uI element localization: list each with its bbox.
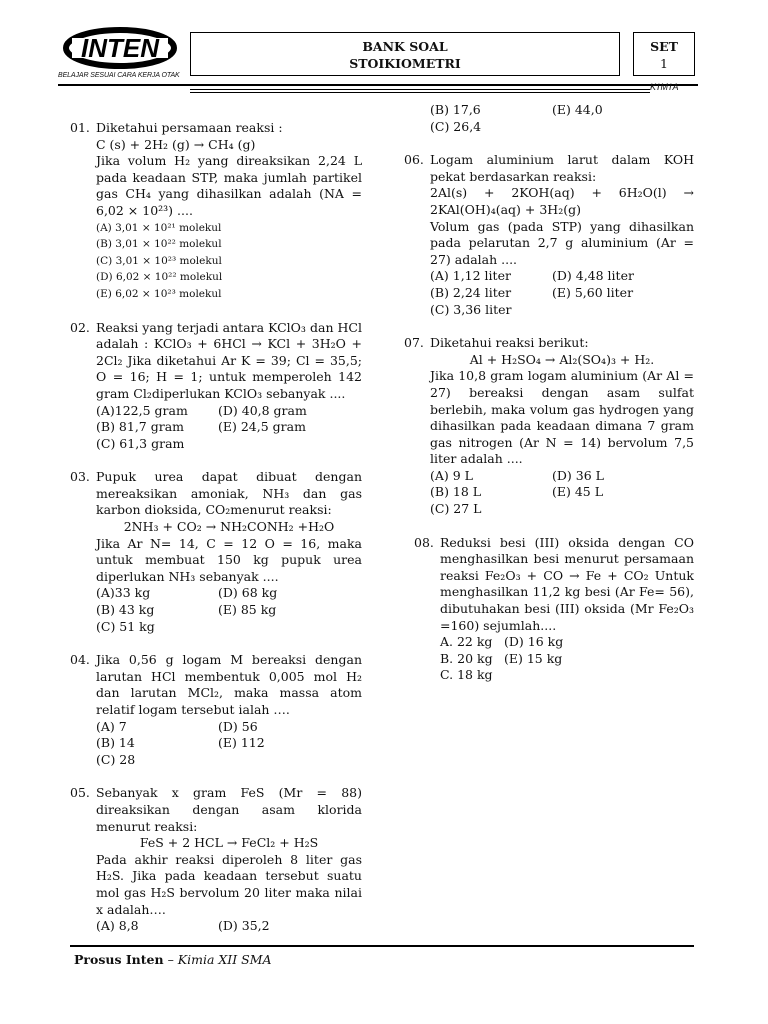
option-b[interactable]: B. 20 kg <box>440 650 493 666</box>
question-text: Reaksi yang terjadi antara KClO₃ dan HCl adalah : KClO₃ + 6HCl → KCl + 3H₂O + 2Cl₂ Jika diketahui Ar K = 39; Cl = 35,5; O = 16; H = 1; untuk memperoleh 142 gram Cl₂diperlukan KClO₃ sebanyak .... <box>96 319 362 401</box>
question-text: Jika 0,56 g logam M bereaksi dengan larutan HCl membentuk 0,005 mol H₂ dan larutan MCl₂, maka massa atom relatif logam tersebut ialah …. <box>96 652 362 717</box>
page-footer <box>74 952 272 967</box>
option-b[interactable]: (B) 17,6 <box>430 102 481 117</box>
option-a[interactable]: (A)33 kg <box>96 585 151 601</box>
header-rule <box>58 84 698 86</box>
question-number: 06. <box>404 152 424 168</box>
title-line-1: BANK SOAL <box>362 39 448 54</box>
question-text: Logam aluminium larut dalam KOH pekat berdasarkan reaksi: <box>430 152 694 184</box>
question-equation: FeS + 2 HCL → FeCl₂ + H₂S <box>139 835 319 851</box>
question-03 <box>70 469 362 635</box>
option-d[interactable]: (D) 4,48 liter <box>552 268 634 284</box>
question-06 <box>404 152 694 318</box>
question-text: Sebanyak x gram FeS (Mr = 88) direaksikan dengan asam klorida menurut reaksi: <box>96 785 362 834</box>
option-a[interactable]: (A) 8,8 <box>96 918 139 934</box>
option-e[interactable]: (E) 24,5 gram <box>218 419 306 435</box>
option-d[interactable]: (D) 6,02 × 10²² molekul <box>96 271 223 284</box>
question-number: 02. <box>70 319 90 335</box>
question-equation: 2NH₃ + CO₂ → NH₂CONH₂ +H₂O <box>123 519 335 535</box>
question-text-2: Pada akhir reaksi diperoleh 8 liter gas H₂S. Jika pada keadaan tersebut suatu mol gas H₂S bervolum 20 liter maka nilai x adalah…. <box>96 851 362 917</box>
question-text: Reduksi besi (III) oksida dengan CO menghasilkan besi menurut persamaan reaksi Fe₂O₃ + CO → Fe + CO₂ Untuk menghasilkan 11,2 kg besi (Ar Fe= 56), dibutuhakan besi (III) oksida (Mr Fe₂O₃ =160) sejumlah.... <box>440 534 694 633</box>
option-a[interactable]: (A) 7 <box>96 718 127 734</box>
question-number: 08. <box>414 534 434 550</box>
option-d[interactable]: (D) 35,2 <box>218 918 270 934</box>
option-c[interactable]: (C) 61,3 gram <box>96 435 185 451</box>
set-number: 1 <box>660 56 668 71</box>
option-e[interactable]: (E) 6,02 × 10²³ molekul <box>96 287 222 300</box>
set-label: SET <box>650 39 678 54</box>
question-text-2: Jika Ar N= 14, C = 12 O = 16, maka untuk membuat 150 kg pupuk urea diperlukan NH₃ sebanyak .... <box>96 535 362 584</box>
logo-tagline: BELAJAR SESUAI CARA KERJA OTAK <box>58 72 180 79</box>
option-d[interactable]: (D) 16 kg <box>504 634 564 650</box>
option-b[interactable]: (B) 14 <box>96 735 135 751</box>
option-b[interactable]: (B) 18 L <box>430 484 482 500</box>
footer-publisher: Prosus Inten <box>74 952 164 967</box>
option-a[interactable]: (A) 1,12 liter <box>430 268 511 284</box>
question-04 <box>70 652 362 768</box>
header-rule-thin <box>190 89 650 90</box>
question-number: 05. <box>70 785 90 801</box>
option-e[interactable]: (E) 45 L <box>552 484 604 500</box>
question-05 <box>70 785 362 934</box>
right-column <box>404 102 694 701</box>
option-c[interactable]: (C) 51 kg <box>96 618 155 634</box>
footer-rule <box>70 945 694 947</box>
option-a[interactable]: (A)122,5 gram <box>96 402 188 418</box>
set-box <box>633 32 695 76</box>
option-c[interactable]: (C) 3,36 liter <box>430 301 512 317</box>
option-a[interactable]: (A) 3,01 × 10²¹ molekul <box>96 221 222 234</box>
option-b[interactable]: (B) 3,01 × 10²² molekul <box>96 238 222 251</box>
question-text: Jika volum H₂ yang direaksikan 2,24 L pada keadaan STP, maka jumlah partikel gas CH₄ yang dihasilkan adalah (NA = 6,02 × 10²³) .... <box>96 153 362 218</box>
question-equation: Al + H₂SO₄ → Al₂(SO₄)₃ + H₂. <box>469 351 655 367</box>
option-b[interactable]: (B) 2,24 liter <box>430 284 512 300</box>
question-equation: C (s) + 2H₂ (g) → CH₄ (g) <box>96 136 256 152</box>
option-b[interactable]: (B) 81,7 gram <box>96 419 185 435</box>
option-e[interactable]: (E) 44,0 <box>552 102 603 117</box>
option-e[interactable]: (E) 15 kg <box>504 650 563 666</box>
question-number: 01. <box>70 120 90 135</box>
title-box <box>190 32 620 76</box>
question-number: 04. <box>70 652 90 668</box>
question-stem: Diketahui reaksi berikut: <box>430 335 589 351</box>
header-rule-thin-2 <box>190 92 650 93</box>
option-a[interactable]: A. 22 kg <box>440 634 493 650</box>
option-c[interactable]: (C) 26,4 <box>430 118 482 134</box>
option-c[interactable]: (C) 3,01 × 10²³ molekul <box>96 254 222 267</box>
footer-course: Kimia XII SMA <box>177 952 272 967</box>
question-02 <box>70 320 362 453</box>
option-e[interactable]: (E) 85 kg <box>218 602 277 618</box>
question-text: Pupuk urea dapat dibuat dengan mereaksikan amoniak, NH₃ dan gas karbon dioksida, CO₂menurut reaksi: <box>96 469 362 518</box>
question-08 <box>414 535 694 684</box>
title-line-2: STOIKIOMETRI <box>349 56 461 71</box>
question-number: 03. <box>70 469 90 485</box>
logo-wordmark: INTEN <box>81 33 159 63</box>
question-number: 07. <box>404 335 424 351</box>
option-d[interactable]: (D) 56 <box>218 718 258 734</box>
question-stem: Diketahui persamaan reaksi : <box>96 120 283 135</box>
question-equation: 2Al(s) + 2KOH(aq) + 6H₂O(l) → 2KAl(OH)₄(aq) + 3H₂(g) <box>430 185 694 217</box>
subject-label: KIMIA <box>650 82 680 92</box>
option-c[interactable]: (C) 27 L <box>430 501 482 517</box>
option-e[interactable]: (E) 5,60 liter <box>552 284 634 300</box>
option-e[interactable]: (E) 112 <box>218 735 265 751</box>
option-b[interactable]: (B) 43 kg <box>96 602 155 618</box>
question-05-continued <box>404 102 694 135</box>
question-01 <box>70 120 362 303</box>
question-text: Jika 10,8 gram logam aluminium (Ar Al = 27) bereaksi dengan asam sulfat berlebih, maka volum gas hydrogen yang dihasilkan pada keadaan dimana 7 gram gas nitrogen (Ar N = 14) bervolum 7,5 liter adalah .... <box>430 368 694 467</box>
option-d[interactable]: (D) 68 kg <box>218 585 278 601</box>
left-column <box>70 120 362 952</box>
question-07 <box>404 335 694 518</box>
option-d[interactable]: (D) 36 L <box>552 467 604 483</box>
option-c[interactable]: C. 18 kg <box>440 667 493 683</box>
option-a[interactable]: (A) 9 L <box>430 467 473 483</box>
question-text-2: Volum gas (pada STP) yang dihasilkan pada pelarutan 2,7 g aluminium (Ar = 27) adalah .... <box>430 218 694 267</box>
option-d[interactable]: (D) 40,8 gram <box>218 402 307 418</box>
option-c[interactable]: (C) 28 <box>96 751 136 767</box>
footer-separator: – <box>163 952 178 967</box>
